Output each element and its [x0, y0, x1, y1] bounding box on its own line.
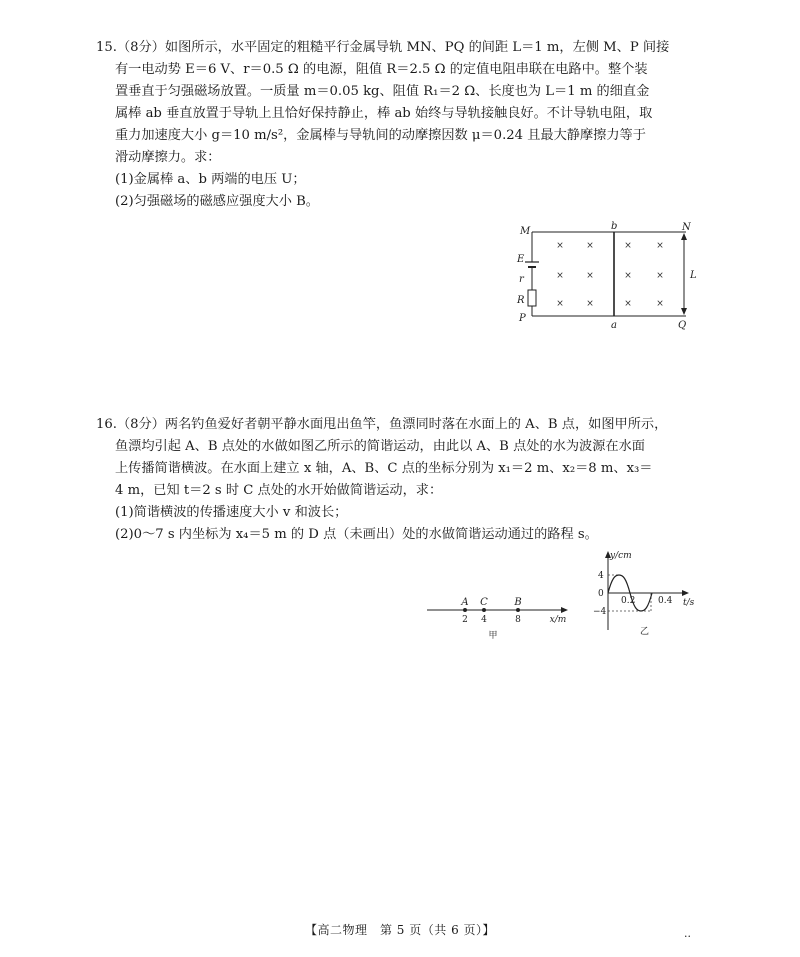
label-q: Q [678, 320, 687, 331]
corner-mark: ·· [684, 930, 691, 943]
q15-line-6: 滑动摩擦力。求： [115, 150, 221, 165]
field-mark: × [586, 241, 594, 251]
y-tick-neg: −4 [593, 607, 607, 617]
point-c-coord: 4 [481, 615, 487, 625]
q15-circuit-figure [510, 220, 700, 332]
point-a-label: A [461, 597, 469, 608]
y-tick-pos: 4 [598, 571, 604, 581]
caption-jia: 甲 [488, 631, 498, 641]
q16-line-4: 4 m，已知 t＝2 s 时 C 点处的水开始做简谐运动，求： [115, 483, 443, 498]
page-footer: 【高二物理 第 5 页（共 6 页）】 [304, 923, 496, 937]
q15-line-1: 15.（8分）如图所示，水平固定的粗糙平行金属导轨 MN、PQ 的间距 L＝1 m，左侧 M、P 间接 [96, 40, 670, 55]
q16-sub-2: (2)0～7 s 内坐标为 x₄＝5 m 的 D 点（未画出）处的水做简谐运动通过的路程 s。 [115, 527, 598, 542]
label-b: b [611, 221, 618, 232]
label-r: R [517, 295, 525, 306]
label-a: a [611, 320, 617, 331]
label-m: M [520, 226, 531, 237]
t-axis-label: t/s [683, 598, 695, 608]
q15-line-5: 重力加速度大小 g＝10 m/s²，金属棒与导轨间的动摩擦因数 μ＝0.24 且最大静摩擦力等于 [115, 128, 646, 143]
y-tick-zero: 0 [598, 589, 604, 599]
resistor-r [528, 290, 536, 306]
point-b-coord: 8 [515, 615, 521, 625]
field-mark: × [624, 241, 632, 251]
label-e: E [517, 254, 525, 265]
question-15 [96, 37, 696, 213]
t-tick-2: 0.4 [658, 596, 673, 606]
y-axis-label: y/cm [610, 551, 632, 561]
field-mark: × [556, 271, 564, 281]
point-a-coord: 2 [462, 615, 468, 625]
q16-line-1: 16.（8分）两名钓鱼爱好者朝平静水面甩出鱼竿，鱼漂同时落在水面上的 A、B 点，如图甲所示， [96, 417, 668, 432]
point-b [516, 608, 520, 612]
q15-line-3: 置垂直于匀强磁场放置。一质量 m＝0.05 kg、阻值 R₁＝2 Ω、长度也为 L＝1 m 的细直金 [115, 84, 650, 99]
label-n: N [682, 222, 691, 233]
point-c-label: C [480, 597, 488, 608]
field-mark: × [624, 271, 632, 281]
q15-sub-1: (1)金属棒 a、b 两端的电压 U； [115, 172, 306, 187]
caption-yi: 乙 [640, 627, 650, 637]
field-mark: × [656, 241, 664, 251]
point-b-label: B [514, 597, 522, 608]
point-a [463, 608, 467, 612]
field-mark: × [656, 299, 664, 309]
t-tick-1: 0.2 [621, 596, 636, 606]
q15-line-2: 有一电动势 E＝6 V、r＝0.5 Ω 的电源，阻值 R＝2.5 Ω 的定值电阻串联在电路中。整个装 [115, 62, 648, 77]
q16-sub-1: (1)简谐横波的传播速度大小 v 和波长； [115, 505, 348, 520]
q16-line-2: 鱼漂均引起 A、B 点处的水做如图乙所示的简谐运动，由此以 A、B 点处的水为波源在水面 [115, 439, 645, 454]
label-p: P [519, 313, 526, 324]
x-axis-label: x/m [549, 615, 567, 625]
q16-figure-jia [425, 592, 575, 647]
field-mark: × [624, 299, 632, 309]
field-mark: × [556, 241, 564, 251]
point-c [482, 608, 486, 612]
field-mark: × [586, 271, 594, 281]
field-mark: × [556, 299, 564, 309]
field-mark: × [656, 271, 664, 281]
field-mark: × [586, 299, 594, 309]
q16-line-3: 上传播简谐横波。在水面上建立 x 轴，A、B、C 点的坐标分别为 x₁＝2 m、x₂＝8 m、x₃＝ [115, 461, 653, 476]
q16-figure-yi [588, 548, 698, 640]
label-r-small: r [519, 274, 524, 285]
question-16 [96, 414, 696, 546]
q15-sub-2: (2)匀强磁场的磁感应强度大小 B。 [115, 194, 319, 209]
label-l: L [690, 270, 697, 281]
q15-line-4: 属棒 ab 垂直放置于导轨上且恰好保持静止，棒 ab 始终与导轨接触良好。不计导轨电阻，取 [115, 106, 653, 121]
